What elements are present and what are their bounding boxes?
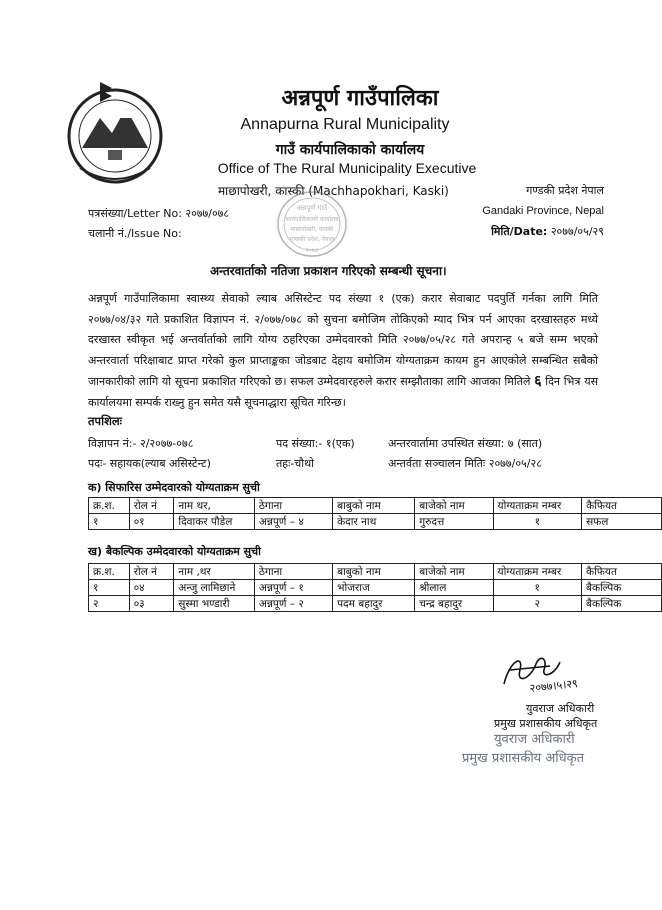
post-name: पदः- सहायक(ल्याब असिस्टेन्ट): [88, 457, 211, 470]
table-cell: सफल: [582, 514, 662, 530]
alternate-list-title: ख) बैकल्पिक उम्मेदवारको योग्यताक्रम सुची: [88, 545, 261, 558]
svg-text:गण्डकी प्रदेश, नेपाल: गण्डकी प्रदेश, नेपाल: [289, 236, 335, 243]
notice-body: [88, 289, 598, 413]
table-cell: बैकल्पिक: [582, 596, 662, 612]
signatory-title: प्रमुख प्रशासकीय अधिकृत: [494, 717, 598, 730]
recommended-list-title: क) सिफारिस उम्मेदवारको योग्यताक्रम सुची: [88, 481, 260, 494]
letter-number: पत्रसंख्या/Letter No: २०७७/०७८: [88, 207, 230, 220]
table-cell: सुस्मा भण्डारी: [174, 596, 255, 612]
details-label: तपशिलः: [88, 414, 123, 428]
table-cell: १: [89, 514, 130, 530]
handwritten-signature: [490, 640, 610, 700]
office-title-nepali: गाउँ कार्यपालिकाको कार्यालय: [275, 142, 425, 158]
municipality-title-nepali: अन्नपूर्ण गाउँपालिका: [281, 86, 439, 111]
document-date: [491, 224, 604, 239]
table-cell: अन्जु लामिछाने: [174, 580, 255, 596]
table-cell: ०४: [129, 580, 174, 596]
advertisement-number: विज्ञापन नं:- २/२०७७-०७८: [88, 437, 194, 450]
body-text-1: अन्नपूर्ण गाउँपालिकामा स्वास्थ्य सेवाको ल्याब असिस्टेन्ट पद संख्या १ (एक) करार सेवाबाट पदपुर्ति गर्नका लागि मिति २०७७/०४/३२ गते प्रकाशित विज्ञापन नं. २/०७७/०७८ को सुचना बमोजिम तोकिएको म्याद भित्र पर्न आएका दरखास्तहरु मध्ये दरखास्त स्वीकृत भई अन्तर्वार्ताको लागि योग्य ठहरिएका उम्मेदवारको मिति २०७७/०५/२८ गते अपरान्ह ५ बजे सम्म भएको अन्तरवार्ता परिक्षाबाट प्राप्त गरेको कुल प्राप्ताङ्कका जोडबाट देहाय बमोजिम योग्यताक्रम कायम हुन आएकोले सम्बन्धित सबैको जानकारीको लागि यो सूचना प्रकाशित गरिएको छ। सफल उम्मेदवारहरुले करार सम्झौताका लागि आजका मितिले: [88, 292, 598, 388]
province-nepali: गण्डकी प्रदेश नेपाल: [526, 184, 604, 197]
municipality-emblem: [60, 78, 170, 188]
table-cell: बैकल्पिक: [582, 580, 662, 596]
table-cell: ०३: [129, 596, 174, 612]
present-count: अन्तरवार्तामा उपस्थित संख्या: ७ (सात): [388, 437, 543, 450]
body-text-2: दिन भित्र यस कार्यालयमा सम्पर्क राख्नु हुन समेत यसै सूचनाद्धारा सूचित गरिन्छ।: [88, 375, 599, 409]
issue-number: चलानी नं./Issue No:: [88, 227, 182, 240]
date-label: मिति/Date:: [491, 225, 548, 238]
table-row: [89, 514, 662, 530]
table-cell: ०१: [129, 514, 174, 530]
municipality-title-english: Annapurna Rural Municipality: [240, 116, 450, 133]
office-stamp: [252, 186, 372, 258]
header-cell: कैफियत: [582, 498, 662, 514]
svg-text:२०७७।५।२९: २०७७।५।२९: [528, 676, 579, 695]
table-cell: १: [493, 580, 582, 596]
table-cell: श्रीलाल: [415, 580, 493, 596]
svg-text:२०७३: २०७३: [305, 247, 319, 254]
recommended-table: [88, 497, 662, 530]
header-cell: कैफियत: [582, 564, 662, 580]
header-cell: क्र.श.: [89, 498, 130, 514]
table-cell: २: [493, 596, 582, 612]
table-cell: अन्नपूर्ण – २: [254, 596, 332, 612]
table-cell: १: [89, 580, 130, 596]
header-cell: योग्यताक्रम नम्बर: [493, 564, 582, 580]
title-stamp: प्रमुख प्रशासकीय अधिकृत: [462, 751, 585, 766]
post-level: तहः-चौथो: [276, 457, 315, 470]
notice-subject: अन्तरवार्ताको नतिजा प्रकाशन गरिएको सम्बन्धी सूचना।: [210, 264, 447, 278]
header-cell: नाम थर,: [174, 498, 254, 514]
interview-date: अन्तर्वता सञ्चालन मितिः २०७७/०५/२८: [388, 457, 542, 470]
header-cell: नाम ,थर: [174, 564, 255, 580]
office-address: माछापोखरी, कास्की (Machhapokhari, Kaski): [218, 184, 449, 198]
table-row: [89, 596, 662, 612]
header-cell: बाबुको नाम: [333, 498, 415, 514]
header-cell: बाजेको नाम: [415, 564, 493, 580]
header-cell: बाबुको नाम: [333, 564, 415, 580]
table-cell: केदार नाथ: [333, 514, 415, 530]
table-cell: २: [89, 596, 130, 612]
svg-text:अन्नपूर्ण गाउँ: अन्नपूर्ण गाउँ: [296, 204, 328, 212]
table-cell: १: [493, 514, 582, 530]
table-header-row: [89, 564, 662, 580]
signatory-name: युवराज अधिकारी: [526, 702, 595, 715]
table-cell: गुरुदत्त: [415, 514, 493, 530]
table-cell: चन्द्र बहादुर: [415, 596, 493, 612]
date-value: २०७७/०५/२९: [550, 225, 604, 238]
header-cell: योग्यताक्रम नम्बर: [493, 498, 582, 514]
office-title-english: Office of The Rural Municipality Executive: [217, 160, 477, 176]
header-cell: क्र.श.: [89, 564, 130, 580]
table-cell: दिवाकर पौडेल: [174, 514, 254, 530]
svg-text:कार्यपालिकाको कार्यालय: कार्यपालिकाको कार्यालय: [285, 216, 339, 223]
post-count: पद संख्या:- १(एक): [276, 437, 355, 450]
table-cell: अन्नपूर्ण – ४: [254, 514, 332, 530]
alternate-table: [88, 563, 662, 612]
table-cell: पदम बहादुर: [333, 596, 415, 612]
table-cell: भोजराज: [333, 580, 415, 596]
table-row: [89, 580, 662, 596]
header-cell: ठेगाना: [254, 564, 332, 580]
header-cell: रोल नं: [129, 498, 174, 514]
header-cell: ठेगाना: [254, 498, 332, 514]
header-cell: बाजेको नाम: [415, 498, 493, 514]
province-english: Gandaki Province, Nepal: [482, 205, 604, 217]
svg-text:माछापोखरी, कास्की: माछापोखरी, कास्की: [290, 226, 334, 233]
table-header-row: [89, 498, 662, 514]
header-cell: रोल नं: [129, 564, 174, 580]
name-stamp: युवराज अधिकारी: [494, 732, 575, 747]
days-count: ६: [534, 373, 542, 389]
table-cell: अन्नपूर्ण – १: [254, 580, 332, 596]
